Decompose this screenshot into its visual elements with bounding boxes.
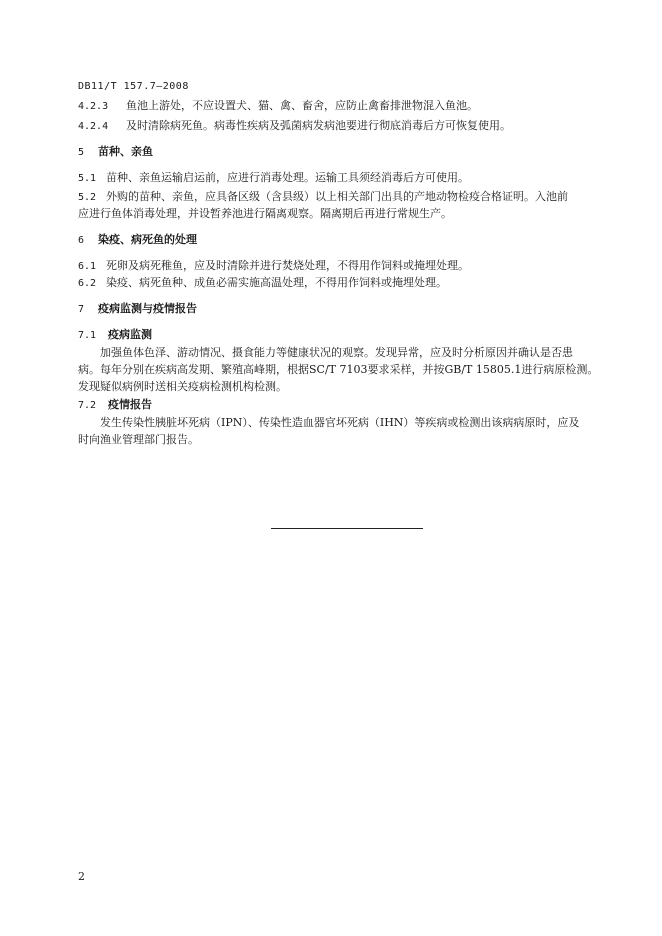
- clause-4-2-4: [78, 119, 601, 134]
- clause-text: 及时清除病死鱼。病毒性疾病及弧菌病发病池要进行彻底消毒后方可恢复使用。: [126, 119, 511, 132]
- clause-text: 鱼池上游处，不应设置犬、猫、禽、畜舍，应防止禽畜排泄物混入鱼池。: [126, 99, 478, 112]
- paragraph-7-2-line2: 时向渔业管理部门报告。: [78, 433, 199, 446]
- clause-5-2: [78, 190, 601, 205]
- section-number: 5: [78, 147, 85, 158]
- clause-text: 外购的苗种、亲鱼，应具备区级（含县级）以上相关部门出具的产地动物检疫合格证明。入池前: [106, 190, 568, 203]
- subsection-7-1-heading: [78, 328, 601, 343]
- clause-number: 4.2.4: [78, 121, 109, 132]
- clause-4-2-3: [78, 99, 601, 114]
- subsection-title: 疫情报告: [108, 398, 152, 411]
- section-number: 7: [78, 304, 85, 315]
- paragraph-7-1-line2: 病。每年分别在疾病高发期、繁殖高峰期，根据SC/T 7103要求采样，并按GB/T 15805.1进行病原检测。: [78, 363, 599, 376]
- clause-number: 6.2: [78, 278, 97, 289]
- section-title: 染疫、病死鱼的处理: [98, 233, 197, 246]
- paragraph-7-1-line3: 发现疑似病例时送相关疫病检测机构检测。: [78, 380, 287, 393]
- section-title: 苗种、亲鱼: [98, 145, 153, 158]
- clause-number: 5.2: [78, 192, 97, 203]
- section-6-heading: [78, 233, 601, 248]
- subsection-7-2-heading: [78, 398, 601, 413]
- clause-6-1: [78, 259, 601, 274]
- section-title: 疫病监测与疫情报告: [98, 302, 197, 315]
- clause-number: 5.1: [78, 173, 97, 184]
- standard-number: DB11/T 157.7—2008: [78, 81, 189, 92]
- clause-5-1: [78, 171, 601, 186]
- paragraph-7-2-line1: 发生传染性胰脏坏死病（IPN）、传染性造血器官坏死病（IHN）等疾病或检测出该病病原时，应及: [100, 416, 580, 429]
- paragraph-7-1-line1: 加强鱼体色泽、游动情况、摄食能力等健康状况的观察。发现异常，应及时分析原因并确认是否患: [100, 346, 573, 359]
- page-number: 2: [78, 870, 85, 883]
- clause-number: 6.1: [78, 261, 97, 272]
- section-number: 6: [78, 235, 85, 246]
- subsection-title: 疫病监测: [108, 328, 152, 341]
- section-7-heading: [78, 302, 601, 317]
- section-5-heading: [78, 145, 601, 160]
- subsection-number: 7.2: [78, 400, 97, 411]
- clause-text: 染疫、病死鱼种、成鱼必需实施高温处理，不得用作饲料或掩埋处理。: [106, 276, 447, 289]
- clause-text: 死卵及病死稚鱼，应及时清除并进行焚烧处理，不得用作饲料或掩埋处理。: [106, 259, 469, 272]
- subsection-number: 7.1: [78, 330, 97, 341]
- end-rule: [271, 528, 423, 529]
- clause-5-2-cont: 应进行鱼体消毒处理，并设暂养池进行隔离观察。隔离期后再进行常规生产。: [78, 207, 452, 220]
- clause-6-2: [78, 276, 601, 291]
- clause-text: 苗种、亲鱼运输启运前，应进行消毒处理。运输工具须经消毒后方可使用。: [106, 171, 469, 184]
- clause-number: 4.2.3: [78, 101, 109, 112]
